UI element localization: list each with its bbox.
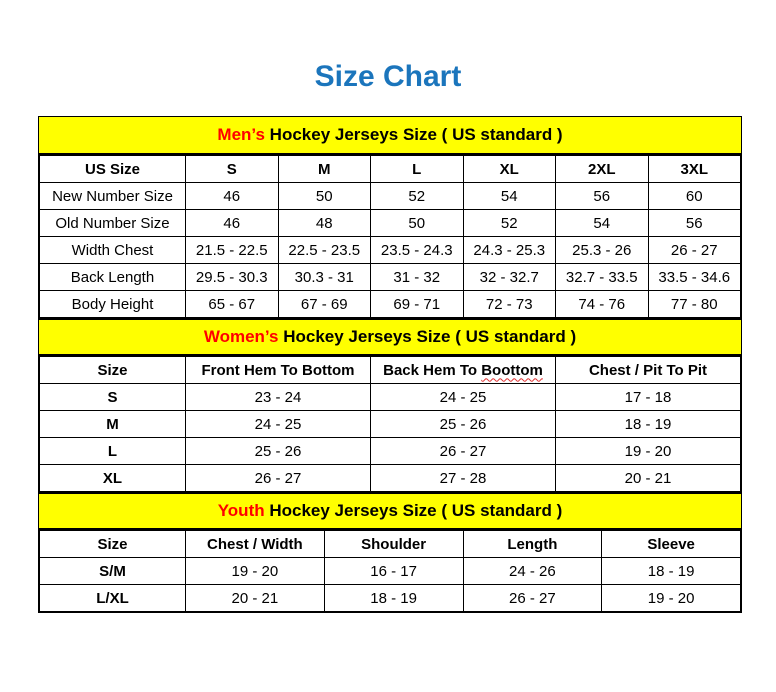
table-row-new-number-size — [40, 183, 741, 210]
row-label: M — [40, 411, 186, 438]
womens-header-row — [40, 357, 741, 384]
cell: 26 - 27 — [648, 237, 741, 264]
cell: 18 - 19 — [324, 585, 463, 612]
mens-section — [39, 117, 741, 318]
table-row-sm — [40, 558, 741, 585]
youth-section-header — [39, 492, 741, 530]
row-label: Old Number Size — [40, 210, 186, 237]
mens-section-header — [39, 117, 741, 155]
page-title: Size Chart — [314, 60, 462, 93]
cell: 46 — [186, 210, 279, 237]
womens-size-table — [39, 356, 741, 492]
column-header-chest-pit: Chest / Pit To Pit — [556, 357, 741, 384]
cell: 20 - 21 — [186, 585, 325, 612]
youth-section — [39, 492, 741, 612]
cell: 25.3 - 26 — [556, 237, 649, 264]
cell: 21.5 - 22.5 — [186, 237, 279, 264]
table-row-back-length — [40, 264, 741, 291]
cell: 29.5 - 30.3 — [186, 264, 279, 291]
cell: 56 — [648, 210, 741, 237]
cell: 24 - 25 — [186, 411, 371, 438]
cell: 19 - 20 — [602, 585, 741, 612]
table-row-s — [40, 384, 741, 411]
column-header-sleeve: Sleeve — [602, 531, 741, 558]
cell: 77 - 80 — [648, 291, 741, 318]
cell: 19 - 20 — [186, 558, 325, 585]
cell: 22.5 - 23.5 — [278, 237, 371, 264]
table-row-l — [40, 438, 741, 465]
column-header-length: Length — [463, 531, 602, 558]
table-row-xl — [40, 465, 741, 492]
row-label: XL — [40, 465, 186, 492]
row-label: S/M — [40, 558, 186, 585]
column-header-xl: XL — [463, 156, 556, 183]
womens-section-header — [39, 318, 741, 356]
cell: 16 - 17 — [324, 558, 463, 585]
row-label: L/XL — [40, 585, 186, 612]
cell: 33.5 - 34.6 — [648, 264, 741, 291]
row-label: Back Length — [40, 264, 186, 291]
column-header-l: L — [371, 156, 464, 183]
mens-header-row — [40, 156, 741, 183]
cell: 31 - 32 — [371, 264, 464, 291]
cell: 72 - 73 — [463, 291, 556, 318]
column-header-s: S — [186, 156, 279, 183]
cell: 18 - 19 — [556, 411, 741, 438]
cell: 20 - 21 — [556, 465, 741, 492]
cell: 18 - 19 — [602, 558, 741, 585]
cell: 23.5 - 24.3 — [371, 237, 464, 264]
cell: 74 - 76 — [556, 291, 649, 318]
cell: 26 - 27 — [463, 585, 602, 612]
column-header-2xl: 2XL — [556, 156, 649, 183]
column-header-front-hem: Front Hem To Bottom — [186, 357, 371, 384]
column-header-chest-width: Chest / Width — [186, 531, 325, 558]
cell: 56 — [556, 183, 649, 210]
cell: 67 - 69 — [278, 291, 371, 318]
cell: 17 - 18 — [556, 384, 741, 411]
womens-header-highlight: Women’s — [203, 327, 279, 346]
youth-header-rest: Hockey Jerseys Size ( US standard ) — [264, 501, 563, 520]
cell: 25 - 26 — [186, 438, 371, 465]
womens-section — [39, 318, 741, 492]
size-chart — [38, 116, 742, 613]
table-row-m — [40, 411, 741, 438]
misspelled-word: Boottom — [481, 361, 543, 379]
mens-header-highlight: Men’s — [217, 125, 265, 144]
column-header-us-size: US Size — [40, 156, 186, 183]
column-header-size: Size — [40, 531, 186, 558]
cell: 52 — [371, 183, 464, 210]
cell: 30.3 - 31 — [278, 264, 371, 291]
cell: 26 - 27 — [186, 465, 371, 492]
cell: 24.3 - 25.3 — [463, 237, 556, 264]
column-header-back-hem — [371, 357, 556, 384]
cell: 54 — [463, 183, 556, 210]
cell: 60 — [648, 183, 741, 210]
table-row-width-chest — [40, 237, 741, 264]
cell: 48 — [278, 210, 371, 237]
cell: 27 - 28 — [371, 465, 556, 492]
cell: 69 - 71 — [371, 291, 464, 318]
table-row-lxl — [40, 585, 741, 612]
row-label: L — [40, 438, 186, 465]
cell: 65 - 67 — [186, 291, 279, 318]
cell: 25 - 26 — [371, 411, 556, 438]
row-label: Width Chest — [40, 237, 186, 264]
mens-size-table — [39, 155, 741, 318]
cell: 19 - 20 — [556, 438, 741, 465]
row-label: Body Height — [40, 291, 186, 318]
cell: 23 - 24 — [186, 384, 371, 411]
back-hem-prefix: Back Hem To — [383, 361, 482, 379]
cell: 32 - 32.7 — [463, 264, 556, 291]
womens-header-rest: Hockey Jerseys Size ( US standard ) — [278, 327, 577, 346]
youth-header-row — [40, 531, 741, 558]
column-header-shoulder: Shoulder — [324, 531, 463, 558]
table-row-old-number-size — [40, 210, 741, 237]
cell: 52 — [463, 210, 556, 237]
cell: 46 — [186, 183, 279, 210]
cell: 24 - 25 — [371, 384, 556, 411]
cell: 50 — [371, 210, 464, 237]
cell: 54 — [556, 210, 649, 237]
row-label: New Number Size — [40, 183, 186, 210]
row-label: S — [40, 384, 186, 411]
mens-header-rest: Hockey Jerseys Size ( US standard ) — [264, 125, 563, 144]
table-row-body-height — [40, 291, 741, 318]
column-header-m: M — [278, 156, 371, 183]
youth-header-highlight: Youth — [217, 501, 265, 520]
cell: 32.7 - 33.5 — [556, 264, 649, 291]
cell: 50 — [278, 183, 371, 210]
cell: 26 - 27 — [371, 438, 556, 465]
column-header-size: Size — [40, 357, 186, 384]
youth-size-table — [39, 530, 741, 612]
cell: 24 - 26 — [463, 558, 602, 585]
column-header-3xl: 3XL — [648, 156, 741, 183]
